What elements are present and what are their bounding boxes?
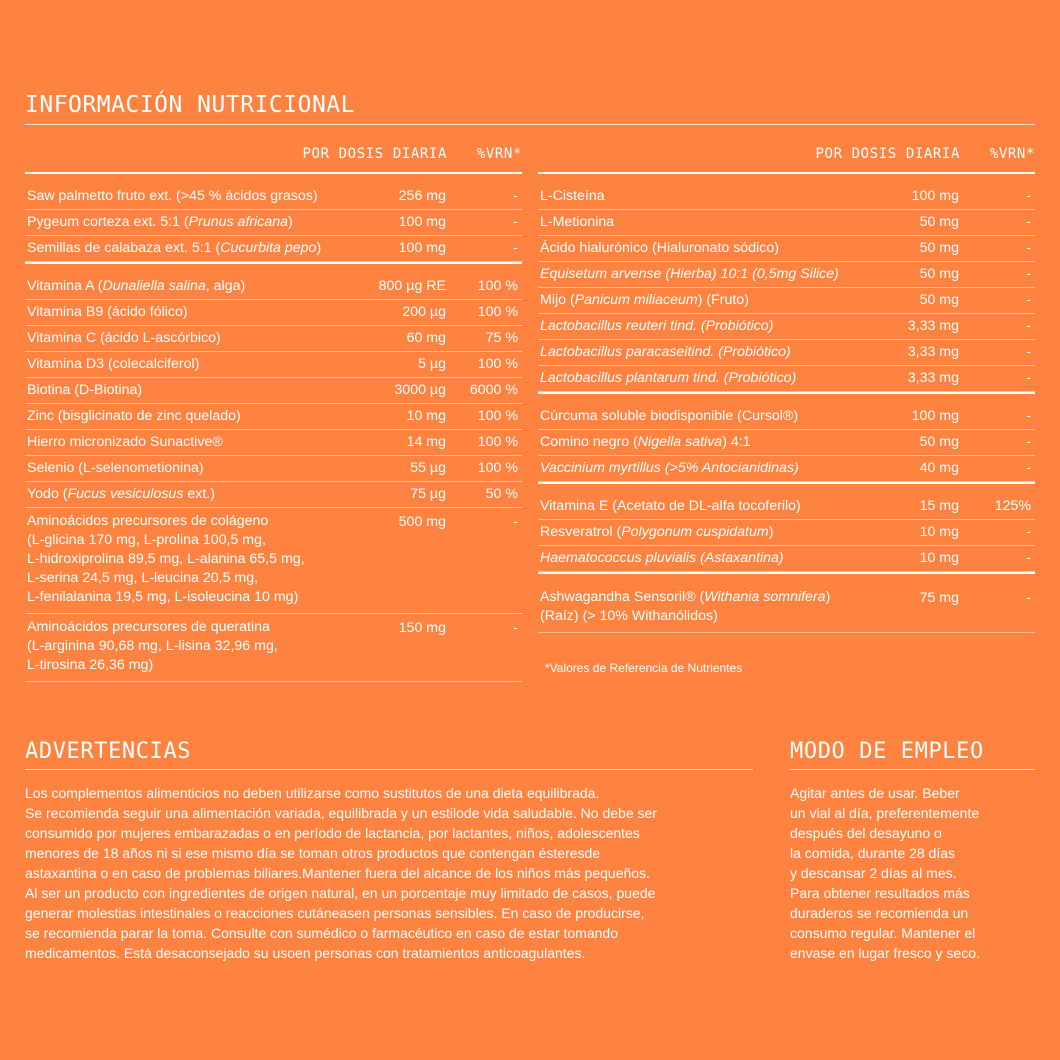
dose-value: 60 mg (406, 330, 446, 346)
dose-value: 3,33 mg (907, 318, 959, 334)
vrn-value: 125% (994, 498, 1031, 514)
ingredient-line (540, 588, 1035, 607)
text-fragment: Yodo ( (27, 486, 68, 502)
nutrition-table-left (25, 140, 522, 682)
text-fragment: Haematococcus pluvialis (Astaxantina) (540, 550, 784, 566)
text-line: medicamentos. Está desaconsejado su usoen personas con tratamientos anticoagulantes. (25, 945, 586, 961)
ingredient-line: (L-arginina 90,68 mg, L-lisina 32,96 mg, (27, 638, 278, 654)
text-fragment: Prunus africana (188, 214, 289, 230)
text-fragment: Lactobacillus reuteri tind. (Probiótico) (540, 318, 774, 334)
vrn-value: 6000 % (469, 382, 518, 398)
dose-value: 10 mg (919, 524, 959, 540)
text-line: un vial al día, preferentemente (790, 805, 980, 821)
dose-value: 100 mg (398, 240, 446, 256)
vrn-value: 100 % (477, 460, 518, 476)
vrn-value: - (1026, 240, 1031, 256)
ingredient-name (27, 382, 142, 398)
table-group (538, 484, 1035, 572)
dose-value: 10 mg (406, 408, 446, 424)
advertencias-divider (25, 769, 753, 770)
text-line: se recomienda parar la toma. Consulte con sumédico o farmacéutico en caso de estar tomando (25, 925, 618, 941)
text-fragment: Cucurbita pepo (220, 240, 317, 256)
table-row (25, 184, 522, 210)
dose-value: 5 µg (418, 356, 446, 372)
table-group (25, 174, 522, 262)
dose-value: 14 mg (406, 434, 446, 450)
text-fragment: ) 4:1 (722, 434, 751, 450)
ingredient-name (27, 356, 199, 372)
ingredient-line: L-hidroxiprolina 89,5 mg, L-alanina 65,5 mg, (27, 551, 305, 567)
table-row (538, 288, 1035, 314)
text-fragment: Resveratrol ( (540, 524, 622, 540)
vrn-value: - (1026, 550, 1031, 566)
table-header (538, 140, 1035, 172)
ingredient-name (27, 434, 223, 450)
table-row (25, 482, 522, 508)
text-fragment: Ácido hialurónico (Hialuronato sódico) (540, 240, 779, 256)
text-fragment: Zinc (bisglicinato de zinc quelado) (27, 408, 241, 424)
footnote: *Valores de Referencia de Nutrientes (545, 661, 743, 675)
text-fragment: Vitamina E (Acetato de DL-alfa tocoferilo) (540, 498, 801, 514)
nutrition-table-right (538, 140, 1035, 633)
vrn-value: 100 % (477, 434, 518, 450)
dose-value: 10 mg (919, 550, 959, 566)
table-row (25, 430, 522, 456)
table-row (25, 300, 522, 326)
text-fragment: L-Cisteína (540, 188, 605, 204)
vrn-value: 75 % (485, 330, 518, 346)
text-line: después del desayuno o (790, 825, 942, 841)
table-row (538, 546, 1035, 572)
text-line: astaxantina o en caso de problemas biliares.Mantener fuera del alcance de los niños más pequeños. (25, 865, 650, 881)
dose-value: 3,33 mg (907, 344, 959, 360)
vrn-value: - (1026, 188, 1031, 204)
ingredient-name (540, 344, 791, 360)
vrn-value: - (1026, 590, 1031, 606)
text-fragment: Nigella sativa (637, 434, 723, 450)
advertencias-text (25, 783, 657, 963)
dose-value: 3,33 mg (907, 370, 959, 386)
text-fragment: Panicum miliaceum (574, 292, 698, 308)
text-line: la comida, durante 28 días (790, 845, 955, 861)
text-line: menores de 18 años ni si ese mismo día se toman otros productos que contengan ésteresde (25, 845, 601, 861)
ingredient-line: Aminoácidos precursores de colágeno (27, 513, 269, 529)
text-line: Los complementos alimenticios no deben utilizarse como sustitutos de una dieta equilibrada. (25, 785, 600, 801)
text-fragment: Dunaliella salina (102, 278, 206, 294)
vrn-value: 100 % (477, 408, 518, 424)
table-group (538, 574, 1035, 633)
table-row (538, 404, 1035, 430)
table-row (25, 352, 522, 378)
text-fragment: Vitamina B9 (ácido fólico) (27, 304, 188, 320)
text-fragment: Comino negro ( (540, 434, 638, 450)
ingredient-line: Aminoácidos precursores de queratina (27, 619, 270, 635)
dose-value: 40 mg (919, 460, 959, 476)
ingredient-name (540, 498, 801, 514)
ingredient-line: L-tirosina 26,36 mg) (27, 657, 154, 673)
vrn-value: - (1026, 292, 1031, 308)
dose-value: 50 mg (919, 434, 959, 450)
text-fragment: Vaccinium myrtillus (>5% Antocianidinas) (540, 460, 799, 476)
vrn-value: 100 % (477, 304, 518, 320)
text-line: consumido por mujeres embarazadas o en período de lactancia, por lactantes, niños, adolescentes (25, 825, 640, 841)
text-fragment: Fucus vesiculosus (67, 486, 184, 502)
ingredient-name (27, 214, 293, 230)
vrn-value: - (513, 214, 518, 230)
dose-value: 50 mg (919, 214, 959, 230)
ingredient-name (27, 240, 321, 256)
text-fragment: Mijo ( (540, 292, 575, 308)
dose-value: 55 µg (410, 460, 446, 476)
dose-value: 50 mg (919, 266, 959, 282)
dose-value: 800 µg RE (378, 278, 446, 294)
text-fragment: Equisetum arvense (Hierba) 10:1 (0,5mg Silice) (540, 266, 839, 282)
dose-value: 500 mg (398, 514, 446, 530)
table-row (538, 184, 1035, 210)
vrn-value: - (1026, 266, 1031, 282)
dose-value: 100 mg (398, 214, 446, 230)
header-vrn: %VRN* (989, 146, 1035, 162)
table-row (538, 314, 1035, 340)
text-line: Se recomienda seguir una alimentación variada, equilibrada y un estilode vida saludable. No debe ser (25, 805, 657, 821)
text-fragment: Saw palmetto fruto ext. (>45 % ácidos grasos) (27, 188, 318, 204)
ingredient-name (540, 240, 779, 256)
table-row (538, 520, 1035, 546)
vrn-value: - (1026, 524, 1031, 540)
ingredient-name (27, 486, 215, 502)
text-fragment: Selenio (L-selenometionina) (27, 460, 204, 476)
table-row (538, 494, 1035, 520)
ingredient-name (27, 278, 245, 294)
ingredient-name (540, 460, 799, 476)
vrn-value: - (1026, 344, 1031, 360)
ingredient-name (540, 266, 839, 282)
ingredient-name (540, 214, 614, 230)
vrn-value: - (1026, 460, 1031, 476)
modo-empleo-title: MODO DE EMPLEO (790, 739, 984, 764)
ingredient-name (25, 512, 522, 607)
text-fragment: Lactobacillus plantarum tind. (Probiótico) (540, 370, 797, 386)
vrn-value: - (513, 240, 518, 256)
vrn-value: - (1026, 318, 1031, 334)
ingredient-line: (L-glicina 170 mg, L-prolina 100,5 mg, (27, 532, 266, 548)
table-group (538, 394, 1035, 482)
table-row (25, 614, 522, 682)
text-fragment: ) (825, 589, 831, 605)
table-body-left (25, 172, 522, 682)
table-row (538, 366, 1035, 392)
ingredient-name (540, 434, 751, 450)
dose-value: 75 µg (410, 486, 446, 502)
vrn-value: - (1026, 370, 1031, 386)
ingredient-name (540, 292, 749, 308)
ingredient-name (540, 188, 605, 204)
text-fragment: Polygonum cuspidatum (621, 524, 769, 540)
dose-value: 256 mg (398, 188, 446, 204)
table-row (25, 378, 522, 404)
text-line: y descansar 2 días al mes. (790, 865, 957, 881)
dose-value: 15 mg (919, 498, 959, 514)
vrn-value: - (1026, 214, 1031, 230)
vrn-value: - (513, 514, 518, 530)
table-row (538, 262, 1035, 288)
text-fragment: Hierro micronizado Sunactive® (27, 434, 223, 450)
header-dosis: POR DOSIS DIARIA (815, 146, 960, 162)
text-fragment: Lactobacillus paracaseitind. (Probiótico) (540, 344, 791, 360)
dose-value: 50 mg (919, 292, 959, 308)
dose-value: 50 mg (919, 240, 959, 256)
text-fragment: , alga) (205, 278, 246, 294)
ingredient-name (25, 618, 522, 675)
dose-value: 3000 µg (394, 382, 446, 398)
text-line: Al ser un producto con ingredientes de origen natural, en un porcentaje muy limitado de casos, puede (25, 885, 656, 901)
vrn-value: - (1026, 434, 1031, 450)
vrn-value: - (1026, 408, 1031, 424)
table-row (25, 456, 522, 482)
table-row (25, 236, 522, 262)
text-line: consumo regular. Mantener el (790, 925, 976, 941)
ingredient-name (540, 550, 784, 566)
dose-value: 150 mg (398, 620, 446, 636)
ingredient-name (27, 330, 221, 346)
text-fragment: ) (768, 524, 774, 540)
advertencias-title: ADVERTENCIAS (25, 739, 192, 764)
text-line: envase en lugar fresco y seco. (790, 945, 980, 961)
table-row (25, 326, 522, 352)
text-line: duraderos se recomienda un (790, 905, 969, 921)
text-fragment: Biotina (D-Biotina) (27, 382, 143, 398)
dose-value: 100 mg (911, 408, 959, 424)
ingredient-name (540, 370, 796, 386)
table-row (538, 584, 1035, 633)
title-divider (25, 124, 1035, 125)
ingredient-line: (Raíz) (> 10% Withanólidos) (540, 608, 718, 624)
ingredient-name (540, 318, 773, 334)
header-dosis: POR DOSIS DIARIA (302, 146, 447, 162)
page-title: INFORMACIÓN NUTRICIONAL (25, 92, 355, 118)
vrn-value: 100 % (477, 356, 518, 372)
table-row (538, 210, 1035, 236)
header-vrn: %VRN* (476, 146, 522, 162)
text-fragment: Vitamina A ( (27, 278, 103, 294)
text-fragment: Ashwagandha Sensoril® ( (540, 589, 705, 605)
text-fragment: Semillas de calabaza ext. 5:1 ( (27, 240, 221, 256)
table-header (25, 140, 522, 172)
table-row (538, 236, 1035, 262)
text-line: generar molestias intestinales o reacciones cutáneasen personas sensibles. En caso de producirse, (25, 905, 645, 921)
text-fragment: ) (288, 214, 293, 230)
ingredient-name (540, 524, 773, 540)
table-row (25, 508, 522, 614)
ingredient-name (27, 304, 188, 320)
vrn-value: - (513, 620, 518, 636)
text-fragment: ext.) (183, 486, 215, 502)
text-fragment: Cúrcuma soluble biodisponible (Cursol®) (540, 408, 799, 424)
vrn-value: - (513, 188, 518, 204)
vrn-value: 100 % (477, 278, 518, 294)
text-fragment: Withania somnifera (704, 589, 826, 605)
ingredient-line: L-fenilalanina 19,5 mg, L-isoleucina 10 mg) (27, 589, 299, 605)
ingredient-name (27, 460, 204, 476)
modo-empleo-text (790, 783, 980, 963)
text-fragment: ) (Fruto) (697, 292, 749, 308)
ingredient-name (27, 188, 318, 204)
ingredient-name (540, 408, 798, 424)
vrn-value: 50 % (485, 486, 518, 502)
text-fragment: Vitamina C (ácido L-ascórbico) (27, 330, 221, 346)
table-row (538, 430, 1035, 456)
text-fragment: ) (316, 240, 322, 256)
text-fragment: Pygeum corteza ext. 5:1 ( (27, 214, 189, 230)
table-body-right (538, 172, 1035, 633)
ingredient-name (27, 408, 241, 424)
table-row (538, 456, 1035, 482)
table-row (538, 340, 1035, 366)
text-line: Para obtener resultados más (790, 885, 970, 901)
dose-value: 100 mg (911, 188, 959, 204)
modo-empleo-divider (790, 769, 1035, 770)
table-row (25, 274, 522, 300)
table-row (25, 404, 522, 430)
text-line: Agitar antes de usar. Beber (790, 785, 960, 801)
text-fragment: Vitamina D3 (colecalciferol) (27, 356, 200, 372)
table-group (25, 264, 522, 682)
dose-value: 200 µg (402, 304, 446, 320)
text-fragment: L-Metionina (540, 214, 615, 230)
ingredient-line: L-serina 24,5 mg, L-leucina 20,5 mg, (27, 570, 259, 586)
table-group (538, 174, 1035, 392)
dose-value: 75 mg (919, 590, 959, 606)
ingredient-name (538, 588, 1035, 626)
table-row (25, 210, 522, 236)
